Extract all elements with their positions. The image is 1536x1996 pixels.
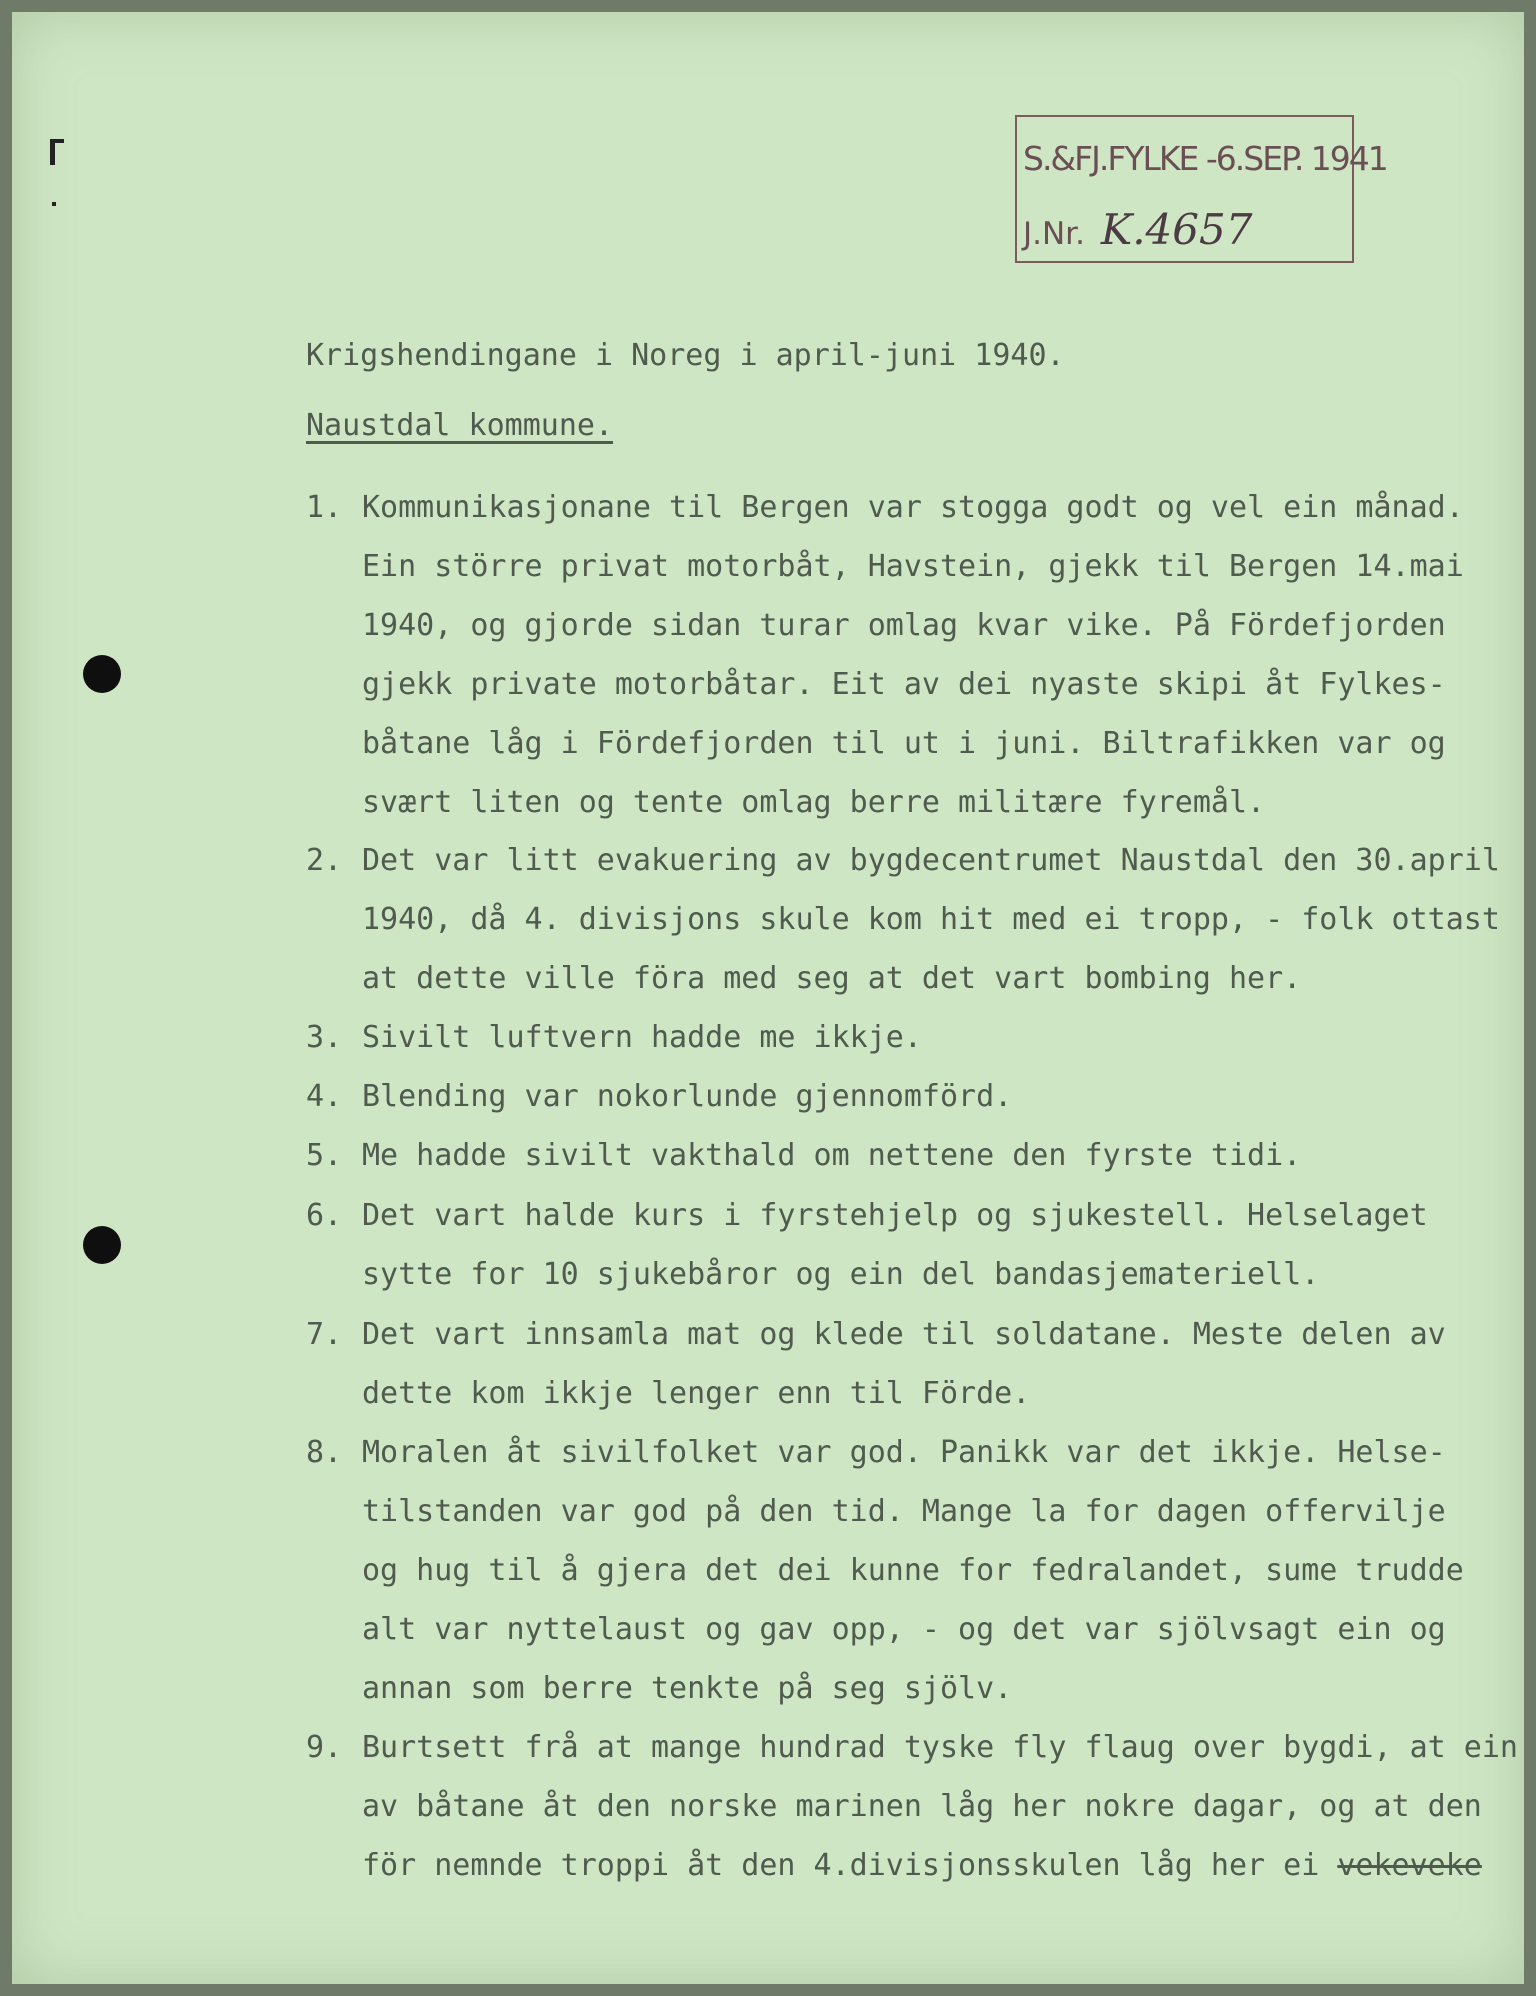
list-item-number: 1. <box>306 490 343 525</box>
list-item-line: alt var nyttelaust og gav opp, - og det var sjölvsagt ein og <box>362 1612 1446 1647</box>
list-item-line: tilstanden var god på den tid. Mange la for dagen offervilje <box>362 1494 1446 1529</box>
stamp-jnr-label: J.Nr. <box>1023 216 1085 252</box>
struck-out-word: vekeveke <box>1337 1848 1482 1883</box>
list-item-number: 7. <box>306 1317 343 1352</box>
document-title: Krigshendingane i Noreg i april-juni 1940. <box>306 338 1065 373</box>
list-item-line: og hug til å gjera det dei kunne for fedralandet, sume trudde <box>362 1553 1464 1588</box>
margin-dot <box>52 202 56 206</box>
list-item-line: annan som berre tenkte på seg sjölv. <box>362 1671 1013 1706</box>
document-subtitle: Naustdal kommune. <box>306 408 614 443</box>
list-item-line: av båtane åt den norske marinen låg her nokre dagar, og at den <box>362 1789 1482 1824</box>
list-item-line: gjekk private motorbåtar. Eit av dei nyaste skipi åt Fylkes- <box>362 667 1446 702</box>
list-item-number: 9. <box>306 1730 343 1765</box>
list-item-line: at dette ville föra med seg at det vart bombing her. <box>362 961 1302 996</box>
list-item-line: 1940, då 4. divisjons skule kom hit med ei tropp, - folk ottast <box>362 902 1500 937</box>
list-item-line: Me hadde sivilt vakthald om nettene den fyrste tidi. <box>362 1138 1302 1173</box>
list-item-line: Burtsett frå at mange hundrad tyske fly flaug over bygdi, at ein <box>362 1730 1518 1765</box>
list-item-number: 8. <box>306 1435 343 1470</box>
document-page <box>12 12 1524 1984</box>
stamp-journal-line <box>1023 205 1252 254</box>
list-item-line: 1940, og gjorde sidan turar omlag kvar vike. På Fördefjorden <box>362 608 1446 643</box>
list-item-number: 2. <box>306 843 343 878</box>
list-item-line: Ein större privat motorbåt, Havstein, gjekk til Bergen 14.mai <box>362 549 1464 584</box>
list-item-line: för nemnde troppi åt den 4.divisjonsskulen låg her ei vekeveke <box>362 1848 1482 1883</box>
stamp-jnr-value: K.4657 <box>1100 205 1253 254</box>
list-item-line: dette kom ikkje lenger enn til Förde. <box>362 1376 1031 1411</box>
list-item-line: svært liten og tente omlag berre militære fyremål. <box>362 785 1266 820</box>
list-item-line: Det vart innsamla mat og klede til soldatane. Meste delen av <box>362 1317 1446 1352</box>
list-item-line: Moralen åt sivilfolket var god. Panikk var det ikkje. Helse- <box>362 1435 1446 1470</box>
list-item-line: Det vart halde kurs i fyrstehjelp og sjukestell. Helselaget <box>362 1198 1428 1233</box>
list-item-number: 4. <box>306 1079 343 1114</box>
punch-hole-bottom <box>83 1226 121 1264</box>
list-item-line: Sivilt luftvern hadde me ikkje. <box>362 1020 922 1055</box>
registry-stamp <box>1015 115 1387 263</box>
list-item-line: båtane låg i Fördefjorden til ut i juni. Biltrafikken var og <box>362 726 1446 761</box>
stamp-date-line: S.&FJ.FYLKE -6.SEP. 1941 <box>1023 139 1387 178</box>
list-item-line: Kommunikasjonane til Bergen var stogga godt og vel ein månad. <box>362 490 1464 525</box>
list-item-number: 5. <box>306 1138 343 1173</box>
list-item-line: Blending var nokorlunde gjennomförd. <box>362 1079 1013 1114</box>
margin-mark <box>50 139 64 143</box>
list-item-line: sytte for 10 sjukebåror og ein del bandasjemateriell. <box>362 1257 1320 1292</box>
punch-hole-top <box>83 655 121 693</box>
list-item-line: Det var litt evakuering av bygdecentrumet Naustdal den 30.april <box>362 843 1500 878</box>
list-item-number: 6. <box>306 1198 343 1233</box>
list-item-number: 3. <box>306 1020 343 1055</box>
